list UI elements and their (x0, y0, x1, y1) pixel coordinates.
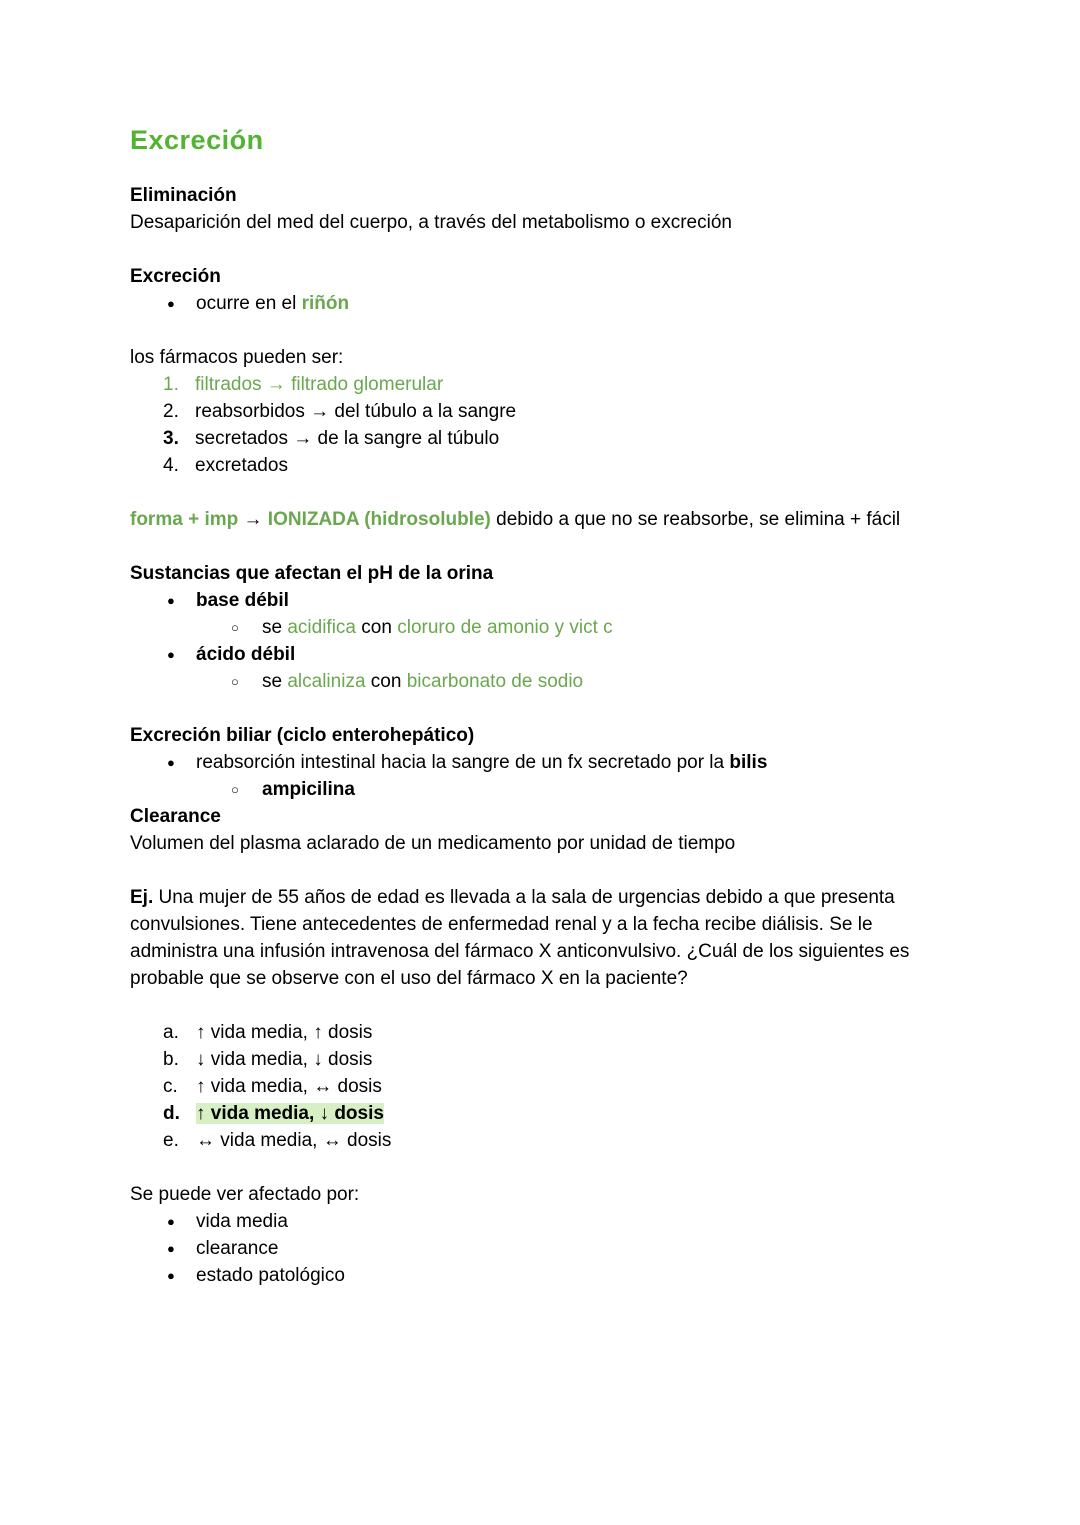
option-letter: e. (163, 1130, 179, 1151)
text-run: con (365, 671, 407, 692)
text-run-green: alcaliniza (287, 671, 366, 692)
numbered-item-2 (130, 398, 948, 425)
bullet-text: clearance (196, 1238, 279, 1259)
text-run: ocurre en el (196, 293, 302, 314)
text-run: Una mujer de 55 años de edad es llevada a la sala de urgencias debido a que presenta convulsiones. Tiene antecedentes de enfermedad renal y a la fecha recibe diálisis. Se le administra una infusión intravenosa del fármaco X anticonvulsivo. ¿Cuál de los siguientes es probable que se observe con el uso del fármaco X en la paciente? (130, 887, 910, 989)
section-ph-orina (130, 560, 948, 695)
list-text: filtrados → filtrado glomerular (195, 374, 444, 395)
option-text: ↔ vida media, ↔ dosis (196, 1130, 392, 1151)
list-text: excretados (195, 455, 288, 476)
bullet-item-vida-media (130, 1208, 948, 1235)
option-letter: c. (163, 1076, 178, 1097)
bullet-marker: ● (167, 296, 175, 311)
paragraph-forma (130, 506, 948, 533)
option-c (130, 1073, 948, 1100)
text-run: se (262, 671, 288, 692)
circle-bullet-marker: ○ (231, 782, 239, 797)
bullet-text (196, 290, 948, 317)
text-run: se (262, 617, 288, 638)
paragraph-clearance: Volumen del plasma aclarado de un medicamento por unidad de tiempo (130, 833, 736, 854)
sub-bullet-acidifica (130, 614, 948, 641)
list-number: 2. (163, 401, 179, 422)
bullet-text: vida media (196, 1211, 288, 1232)
option-text: ↓ vida media, ↓ dosis (196, 1049, 373, 1070)
paragraph-eliminacion: Desaparición del med del cuerpo, a través del metabolismo o excreción (130, 212, 732, 233)
heading-excrecion: Excreción (130, 266, 221, 287)
text-run-green: acidifica (287, 617, 357, 638)
bullet-item-rinon (130, 290, 948, 317)
bullet-marker: ● (167, 647, 175, 662)
option-a (130, 1019, 948, 1046)
paragraph-afectado-intro: Se puede ver afectado por: (130, 1184, 360, 1205)
bullet-item-estado-patologico (130, 1262, 948, 1289)
bullet-text: estado patológico (196, 1265, 345, 1286)
heading-ph: Sustancias que afectan el pH de la orina (130, 563, 494, 584)
page-title: Excreción (130, 125, 264, 155)
list-number: 3. (163, 428, 179, 449)
bullet-text (196, 749, 948, 776)
text-run: reabsorción intestinal hacia la sangre de un fx secretado por la (196, 752, 730, 773)
text-run: con (356, 617, 398, 638)
section-excrecion (130, 263, 948, 317)
list-text: reabsorbidos → del túbulo a la sangre (195, 401, 517, 422)
option-text: ↑ vida media, ↔ dosis (196, 1076, 382, 1097)
numbered-item-4 (130, 452, 948, 479)
circle-bullet-marker: ○ (231, 674, 239, 689)
option-b (130, 1046, 948, 1073)
option-letter: b. (163, 1049, 179, 1070)
bullet-marker: ● (167, 1268, 175, 1283)
section-eliminacion (130, 182, 948, 236)
text-run-bold: bilis (729, 752, 768, 773)
option-d-highlighted-answer (130, 1100, 948, 1127)
bullet-text: base débil (196, 590, 289, 611)
list-number: 4. (163, 455, 179, 476)
text-run-green: IONIZADA (hidrosoluble) (267, 509, 491, 530)
heading-biliar: Excreción biliar (ciclo enterohepático) (130, 725, 475, 746)
answer-highlight: ↑ vida media, ↓ dosis (196, 1103, 384, 1124)
option-text: ↑ vida media, ↑ dosis (196, 1022, 373, 1043)
option-letter: a. (163, 1022, 179, 1043)
sub-bullet-text: ampicilina (262, 779, 355, 800)
heading-eliminacion: Eliminación (130, 185, 237, 206)
text-run: debido a que no se reabsorbe, se elimina + fácil (490, 509, 901, 530)
section-farmacos (130, 344, 948, 479)
numbered-item-1 (130, 371, 948, 398)
list-text: secretados → de la sangre al túbulo (195, 428, 500, 449)
bullet-text: ácido débil (196, 644, 296, 665)
text-run-green: cloruro de amonio y vict c (397, 617, 613, 638)
bullet-marker: ● (167, 593, 175, 608)
bullet-item-base-debil (130, 587, 948, 614)
text-run-green: forma + imp (130, 509, 239, 530)
heading-clearance: Clearance (130, 806, 221, 827)
section-ejemplo (130, 884, 948, 992)
list-number: 1. (163, 374, 179, 395)
notes-content (130, 122, 948, 1289)
bullet-marker: ● (167, 755, 175, 770)
section-afectado (130, 1181, 948, 1289)
text-run-green: bicarbonato de sodio (406, 671, 584, 692)
answer-options (130, 1019, 948, 1154)
sub-bullet-text (262, 614, 948, 641)
option-letter: d. (163, 1103, 180, 1124)
circle-bullet-marker: ○ (231, 620, 239, 635)
text-run: → (238, 509, 268, 530)
section-biliar (130, 722, 948, 857)
bullet-item-reabsorcion (130, 749, 948, 776)
bullet-item-clearance (130, 1235, 948, 1262)
sub-bullet-alcaliniza (130, 668, 948, 695)
sub-bullet-ampicilina (130, 776, 948, 803)
text-run-green: riñón (301, 293, 350, 314)
numbered-item-3 (130, 425, 948, 452)
bullet-item-acido-debil (130, 641, 948, 668)
sub-bullet-text (262, 668, 948, 695)
option-text (196, 1100, 948, 1127)
example-label: Ej. (130, 887, 154, 908)
bullet-marker: ● (167, 1241, 175, 1256)
paragraph-farmacos-intro: los fármacos pueden ser: (130, 347, 344, 368)
option-e (130, 1127, 948, 1154)
paragraph-ejemplo (130, 884, 948, 992)
section-forma-ionizada (130, 506, 948, 533)
bullet-marker: ● (167, 1214, 175, 1229)
